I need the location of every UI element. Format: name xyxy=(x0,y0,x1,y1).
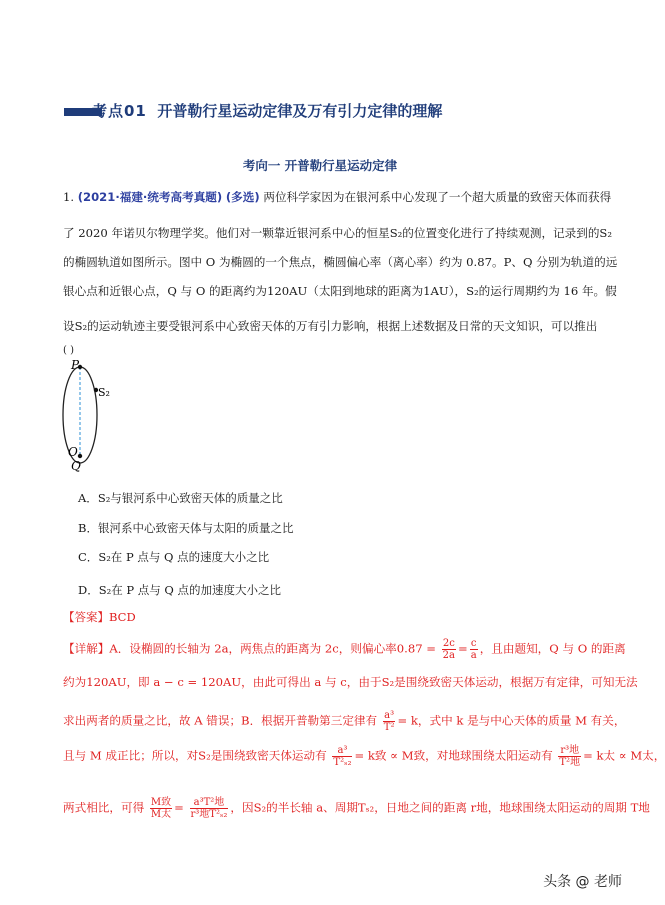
question-line-2: 了 2020 年诺贝尔物理学奖。他们对一颗靠近银河系中心的恒星S₂的位置变化进行了持续观测，记录到的S₂ xyxy=(63,226,612,240)
option-c[interactable]: C．S₂在 P 点与 Q 点的速度大小之比 xyxy=(78,550,270,564)
fraction-mass-ratio: $\frac{\text{M致}}{\text{M太}}$ xyxy=(150,797,172,820)
question-source: (2021·福建·统考高考真题) xyxy=(77,190,223,204)
label-P: P xyxy=(71,358,80,372)
heading-tag: 考点01 xyxy=(92,102,147,120)
detail-line-4: 且与 M 成正比；所以，对S₂是围绕致密天体运动有 $\frac{\text{a³}}{\text{T²ₛ₂}}$ = k致 ∝ M致，对地球围绕太阳运动有 $\frac{\text{r³地}}{\text{T²地}}$ = k太 ∝ M太， xyxy=(63,745,665,768)
fraction-r3-Tdi: $\frac{\text{r³地}}{\text{T²地}}$ xyxy=(559,745,581,768)
section-heading xyxy=(92,100,442,121)
label-O: O xyxy=(68,445,78,459)
fraction-c-a: $\frac{c}{a}$ xyxy=(470,638,477,661)
option-a[interactable]: A．S₂与银河系中心致密天体的质量之比 xyxy=(78,491,283,505)
fraction-2c-2a: $\frac{2c}{2a}$ xyxy=(442,638,455,661)
fraction-a3-Ts2: $\frac{\text{a³}}{\text{T²ₛ₂}}$ xyxy=(333,745,352,768)
heading-title: 开普勒行星运动定律及万有引力定律的理解 xyxy=(157,102,443,120)
answer: 【答案】BCD xyxy=(63,610,136,624)
point-Q xyxy=(78,454,82,458)
watermark: 头条 @ 老师 xyxy=(543,874,622,890)
question-line-3: 的椭圆轨道如图所示。图中 O 为椭圆的一个焦点，椭圆偏心率（离心率）约为 0.87。P、Q 分别为轨道的远 xyxy=(63,255,618,269)
detail-line-3: 求出两者的质量之比，故 A 错误；B．根据开普勒第三定律有 $\frac{\text{a³}}{\text{T²}}$ = k，式中 k 是与中心天体的质量 M 有关， xyxy=(63,710,626,733)
question-line-4: 银心点和近银心点，Q 与 O 的距离约为120AU（太阳到地球的距离为1AU），S₂的运行周期约为 16 年。假 xyxy=(63,284,617,298)
orbit-figure xyxy=(50,360,130,480)
label-Q: Q xyxy=(71,459,81,473)
question-type: (多选) xyxy=(225,190,260,204)
answer-blank: ( ) xyxy=(63,345,74,356)
label-S2: S₂ xyxy=(98,386,110,399)
fraction-result: $\frac{\text{a³T²地}}{\text{r³地T²ₛ₂}}$ xyxy=(190,797,228,820)
option-b[interactable]: B．银河系中心致密天体与太阳的质量之比 xyxy=(78,521,294,535)
detail-line-2: 约为120AU，即 a − c = 120AU，由此可得出 a 与 c，由于S₂是围绕致密天体运动，根据万有定律，可知无法 xyxy=(63,675,638,689)
detail-line-5: 两式相比，可得 $\frac{\text{M致}}{\text{M太}}$ = $\frac{\text{a³T²地}}{\text{r³地T²ₛ₂}}$ ，因S₂的半长轴 a、周期Tₛ₂，日地之间的距离 r地，地球围绕太阳运动的周期 T地 xyxy=(63,797,650,820)
subheading: 考向一 开普勒行星运动定律 xyxy=(242,158,398,173)
question-line-5: 设S₂的运动轨迹主要受银河系中心致密天体的万有引力影响，根据上述数据及日常的天文知识，可以推出 xyxy=(63,319,598,333)
option-d[interactable]: D．S₂在 P 点与 Q 点的加速度大小之比 xyxy=(78,583,282,597)
question-line-1: 1. (2021·福建·统考高考真题) (多选) 两位科学家因为在银河系中心发现了一个超大质量的致密天体而获得 xyxy=(63,190,612,204)
detail-line-1: 【详解】A．设椭圆的长轴为 2a，两焦点的距离为 2c，则偏心率0.87 = $\frac{2c}{2a}$ = $\frac{c}{a}$ ，且由题知，Q 与 O 的距离 xyxy=(63,638,626,661)
fraction-a3-T2: $\frac{\text{a³}}{\text{T²}}$ xyxy=(383,710,395,733)
